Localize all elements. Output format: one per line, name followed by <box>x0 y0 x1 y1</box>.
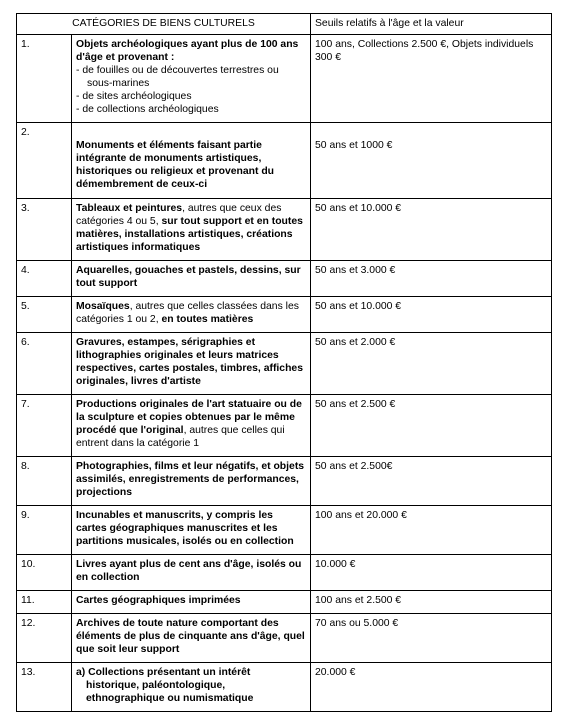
category-text-plain: , autres que ceux des catégories 4 ou 5, <box>76 203 282 227</box>
row-number: 1. <box>17 35 72 123</box>
category-text: Incunables et manuscrits, y compris les cartes géographiques manuscrites et les partitions musicales, isolés ou en collection <box>76 510 294 547</box>
table-row <box>17 591 552 614</box>
table-row <box>17 123 552 199</box>
category-text: Tableaux et peintures <box>76 203 183 214</box>
header-thresholds-label: Seuils relatifs à l'âge et la valeur <box>315 18 464 29</box>
table-row <box>17 395 552 457</box>
category-text: Photographies, films et leur négatifs, et objets assimilés, enregistrements de performances, projections <box>76 461 305 498</box>
row-category <box>72 395 311 457</box>
row-threshold: 50 ans et 10.000 € <box>311 297 552 333</box>
row-number: 4. <box>17 261 72 297</box>
category-subitem: - de collections archéologiques <box>76 104 219 115</box>
row-category <box>72 555 311 591</box>
table-row <box>17 333 552 395</box>
category-text-plain: , autres que celles qui entrent dans la catégorie 1 <box>76 425 285 449</box>
row-number: 3. <box>17 199 72 261</box>
table-header-row <box>17 14 552 35</box>
table-row <box>17 199 552 261</box>
category-text: Mosaïques <box>76 301 130 312</box>
category-text: Archives de toute nature comportant des éléments de plus de cinquante ans d'âge, quel que soit leur support <box>76 618 305 655</box>
category-text: Livres ayant plus de cent ans d'âge, isolés ou en collection <box>76 559 302 583</box>
category-text: en toutes matières <box>161 314 254 325</box>
category-text: historique, paléontologique, ethnographique ou numismatique <box>86 680 254 704</box>
row-category <box>72 123 311 199</box>
row-category <box>72 506 311 555</box>
category-text: Monuments et éléments faisant partie intégrante de monuments artistiques, historiques ou religieux et provenant du démembrement de ceux-ci <box>76 140 275 190</box>
table-row <box>17 555 552 591</box>
table-row <box>17 35 552 123</box>
row-number: 10. <box>17 555 72 591</box>
category-subitem: - de fouilles ou de découvertes terrestres ou sous-marines <box>76 65 279 89</box>
row-threshold: 70 ans ou 5.000 € <box>311 614 552 663</box>
category-text: Gravures, estampes, sérigraphies et lithographies originales et leurs matrices respectives, cartes postales, timbres, affiches originales, livres d'artiste <box>76 337 303 387</box>
row-threshold: 50 ans et 2.500€ <box>311 457 552 506</box>
threshold-text: 50 ans et 1000 € <box>315 140 393 151</box>
row-threshold: 20.000 € <box>311 663 552 712</box>
row-category <box>72 457 311 506</box>
header-thresholds <box>311 14 552 35</box>
row-threshold: 10.000 € <box>311 555 552 591</box>
row-threshold: 100 ans, Collections 2.500 €, Objets individuels 300 € <box>311 35 552 123</box>
category-text-plain: , autres que celles classées dans les catégories 1 ou 2, <box>76 301 299 325</box>
category-text: Cartes géographiques imprimées <box>76 595 241 606</box>
table-row <box>17 297 552 333</box>
row-number: 2. <box>17 123 72 199</box>
row-number: 7. <box>17 395 72 457</box>
table-row <box>17 261 552 297</box>
row-number: 5. <box>17 297 72 333</box>
row-category <box>72 199 311 261</box>
row-threshold: 100 ans et 20.000 € <box>311 506 552 555</box>
row-number: 8. <box>17 457 72 506</box>
row-number: 13. <box>17 663 72 712</box>
table-row <box>17 663 552 712</box>
table-row <box>17 506 552 555</box>
row-number: 9. <box>17 506 72 555</box>
row-threshold: 50 ans et 2.500 € <box>311 395 552 457</box>
row-category <box>72 333 311 395</box>
table-row <box>17 614 552 663</box>
row-number: 11. <box>17 591 72 614</box>
row-threshold: 100 ans et 2.500 € <box>311 591 552 614</box>
category-text: a) Collections présentant un intérêt <box>76 667 251 678</box>
cultural-goods-table <box>16 13 552 712</box>
row-category <box>72 614 311 663</box>
category-text: Objets archéologiques ayant plus de 100 ans d'âge et provenant : <box>76 39 299 63</box>
row-category <box>72 297 311 333</box>
row-threshold <box>311 123 552 199</box>
header-category <box>17 14 311 35</box>
category-text: Productions originales de l'art statuaire ou de la sculpture et copies obtenues par le même procédé que l'original <box>76 399 302 436</box>
header-category-label: CATÉGORIES DE BIENS CULTURELS <box>72 18 255 29</box>
row-threshold: 50 ans et 10.000 € <box>311 199 552 261</box>
row-threshold: 50 ans et 2.000 € <box>311 333 552 395</box>
row-category <box>72 591 311 614</box>
category-text: Aquarelles, gouaches et pastels, dessins, sur tout support <box>76 265 301 289</box>
row-category <box>72 35 311 123</box>
row-category <box>72 663 311 712</box>
category-text: sur tout support et en toutes matières, installations artistiques, créations artistiques informatiques <box>76 216 303 253</box>
category-subitem: - de sites archéologiques <box>76 91 192 102</box>
table-row <box>17 457 552 506</box>
row-number: 6. <box>17 333 72 395</box>
row-threshold: 50 ans et 3.000 € <box>311 261 552 297</box>
row-category <box>72 261 311 297</box>
row-number: 12. <box>17 614 72 663</box>
